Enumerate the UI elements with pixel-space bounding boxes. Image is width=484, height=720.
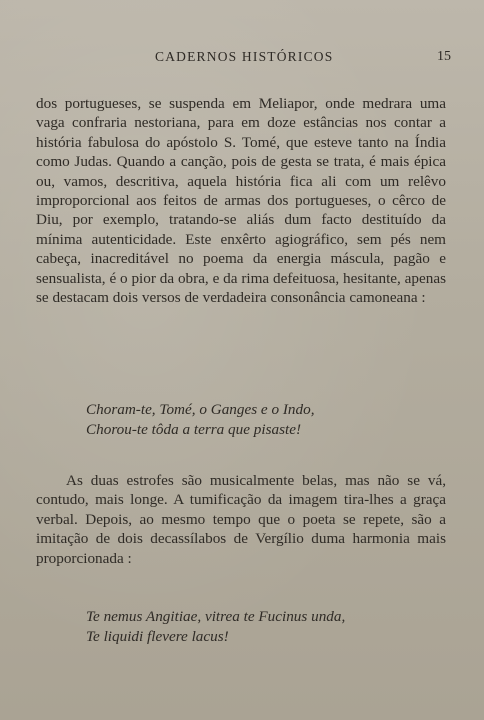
page-number: 15 [437, 49, 451, 64]
verse-2-line-2: Te liquidi flevere lacus! [86, 627, 229, 645]
paragraph-1: dos portugueses, se suspenda em Meliapor, onde medrara uma vaga confraria nestoriana, para em doze estâncias nos contar a história fabulosa do apóstolo S. Tomé, que esteve tanto na Índia como Judas. Quando a canção, pois de gesta se trata, é mais épica ou, vamos, descritiva, aquela história fica ali com um relêvo improporcional aos feitos de armas dos portugueses, o cêrco de Diu, por exemplo, tratando-se aliás dum facto destituído da mínima autenticidade. Este enxêrto agiográfico, sem pés nem cabeça, inacreditável no poema da energia máscula, pagão e sensualista, é o pior da obra, e da rima defeituosa, hesitante, apenas se destacam dois versos de verdadeira consonância camoneana : [36, 95, 446, 307]
verse-2-line-1: Te nemus Angitiae, vitrea te Fucinus unda, [86, 608, 346, 625]
running-head: CADERNOS HISTÓRICOS [155, 49, 334, 64]
paragraph-2: As duas estrofes são musicalmente belas, mas não se vá, contudo, mais longe. A tumificação da imagem tira-lhes a graça verbal. Depois, ao mesmo tempo que o poeta se repete, são a imitação de dois decassílabos de Vergílio duma harmonia mais proporcionada : [36, 472, 446, 567]
verse-1-line-2: Chorou-te tôda a terra que pisaste! [86, 420, 301, 438]
verse-1-line-1: Choram-te, Tomé, o Ganges e o Indo, [86, 401, 315, 418]
page-header [0, 49, 484, 69]
verse-quote-2 [86, 607, 456, 646]
verse-quote-1 [86, 400, 456, 439]
